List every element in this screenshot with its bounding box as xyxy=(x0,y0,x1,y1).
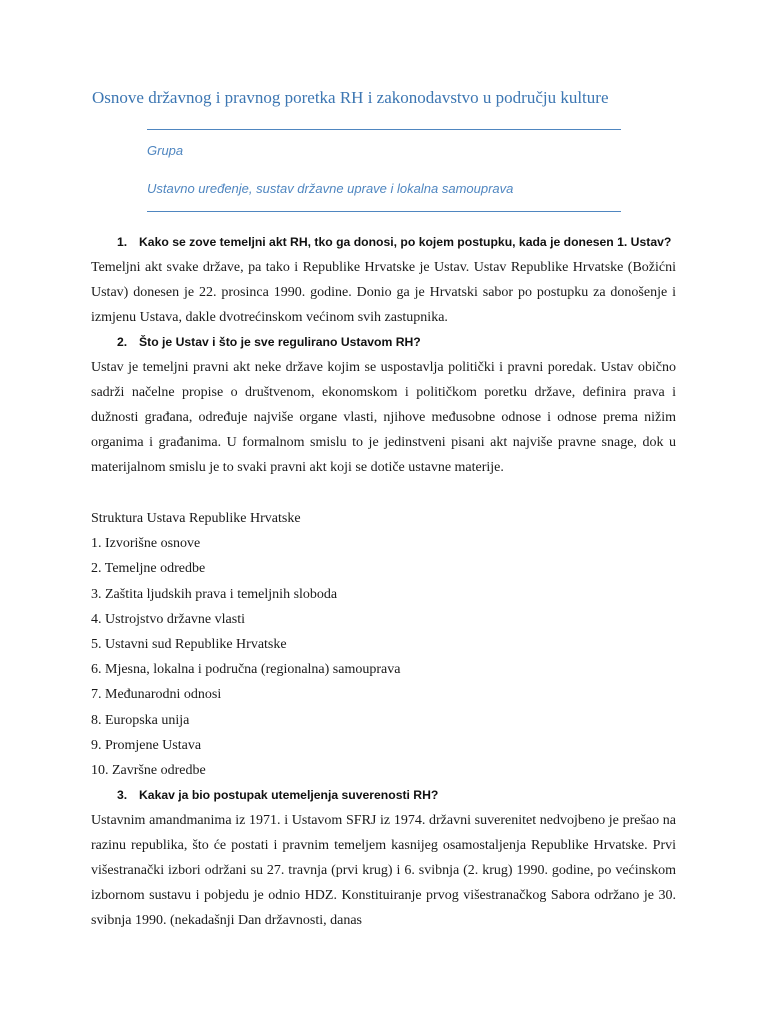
structure-heading: Struktura Ustava Republike Hrvatske xyxy=(91,511,301,526)
answer-2: Ustav je temeljni pravni akt neke države kojim se uspostavlja politički i pravni poredak. Ustav obično sadrži načelne propise o društvenom, ekonomskom i političkom poretku države, definira prava i dužnosti građana, određuje najviše organe vlasti, njihove međusobne odnose i odnose prema nižim organima i građanima. U formalnom smislu to je jedinstveni pisani akt najviše pravne snage, dok u materijalnom smislu je to svaki pravni akt koji se dotiče ustavne materije. xyxy=(91,360,676,475)
list-item: 7. Međunarodni odnosi xyxy=(91,687,222,703)
question-text: Kako se zove temeljni akt RH, tko ga donosi, po kojem postupku, kada je donesen 1. Ustav? xyxy=(139,235,672,249)
list-item: 4. Ustrojstvo državne vlasti xyxy=(91,611,245,627)
list-item: 6. Mjesna, lokalna i područna (regionalna) samouprava xyxy=(91,662,401,678)
question-number: 2. xyxy=(117,335,128,349)
list-item: 2. Temeljne odredbe xyxy=(91,561,206,577)
top-divider xyxy=(147,129,621,130)
answer-1: Temeljni akt svake države, pa tako i Republike Hrvatske je Ustav. Ustav Republike Hrvatske (Božićni Ustav) donesen je 22. prosinca 1990. godine. Donio ga je Hrvatski sabor po postupku za donošenje i izmjenu Ustava, dakle dvotrećinskom većinom svih zastupnika. xyxy=(91,260,676,325)
topic-subtitle: Ustavno uređenje, sustav državne uprave i lokalna samouprava xyxy=(147,181,514,196)
list-item: 8. Europska unija xyxy=(91,712,190,728)
constitution-structure-list xyxy=(91,506,400,783)
question-text: Kakav ja bio postupak utemeljenja suverenosti RH? xyxy=(139,788,439,802)
list-item: 1. Izvorišne osnove xyxy=(91,536,201,552)
list-item: 5. Ustavni sud Republike Hrvatske xyxy=(91,637,287,653)
document-title: Osnove državnog i pravnog poretka RH i zakonodavstvo u području kulture xyxy=(92,88,609,107)
list-item: 9. Promjene Ustava xyxy=(91,737,202,753)
question-number: 3. xyxy=(117,788,128,802)
answer-3: Ustavnim amandmanima iz 1971. i Ustavom SFRJ iz 1974. državni suverenitet nedvojbeno je prešao na razinu republika, što će postati i pravnim temeljem kasnijeg osamostaljenja Republike Hrvatske. Prvi višestranački izbori održani su 27. travnja (prvi krug) i 6. svibnja (2. krug) 1990. godine, po većinskom izbornom sustavu i pobjedu je odnio HDZ. Konstituiranje prvog višestranačkog Sabora održano je 30. svibnja 1990. (nekadašnji Dan državnosti, danas xyxy=(91,813,676,928)
question-2 xyxy=(117,335,421,349)
list-item: 10. Završne odredbe xyxy=(91,763,206,779)
question-text: Što je Ustav i što je sve regulirano Ustavom RH? xyxy=(139,335,421,349)
list-item: 3. Zaštita ljudskih prava i temeljnih sloboda xyxy=(91,586,338,602)
bottom-divider xyxy=(147,211,621,212)
group-label: Grupa xyxy=(147,143,184,158)
question-1 xyxy=(117,235,671,249)
question-number: 1. xyxy=(117,235,128,249)
question-3 xyxy=(117,788,438,802)
